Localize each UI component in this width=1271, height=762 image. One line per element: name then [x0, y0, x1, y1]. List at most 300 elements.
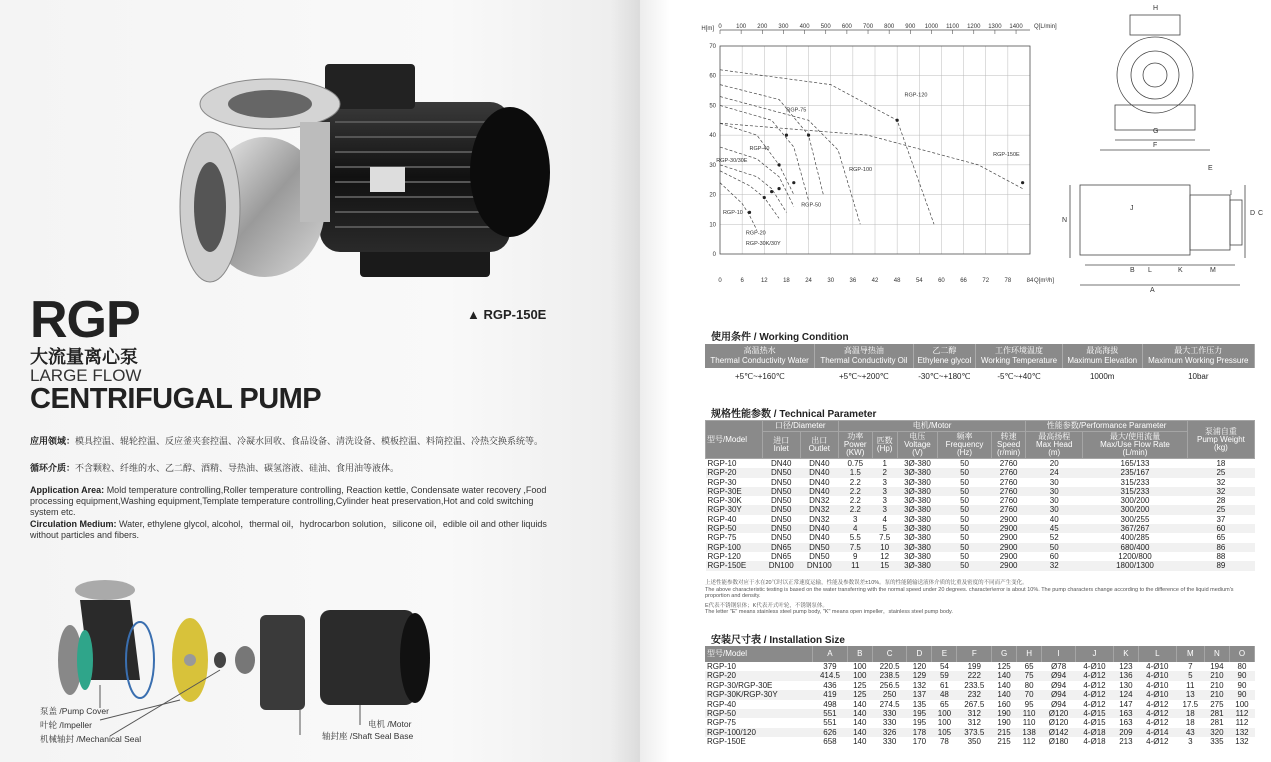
wc-header-cn: 乙二醇 — [932, 346, 957, 355]
table-cell: 350 — [967, 737, 981, 747]
tp-header-motor: 电机/Motor — [838, 421, 1026, 432]
table-cell: 54 — [939, 662, 949, 671]
table-cell: 2760 — [991, 487, 1025, 496]
table-cell: 436 — [823, 680, 837, 690]
y-tick-label: 40 — [709, 133, 716, 140]
table-cell: 419 — [813, 690, 848, 699]
table-cell: 4-Ø12 — [1083, 699, 1106, 709]
table-cell: 215 — [992, 728, 1017, 737]
table-cell: RGP-30/RGP-30E — [707, 680, 773, 690]
table-cell: 89 — [1187, 561, 1254, 570]
table-cell: DN50 — [770, 514, 792, 524]
table-cell: 3 — [882, 496, 887, 506]
table-cell: RGP-30K/RGP-30Y — [705, 690, 813, 699]
tech-note2-en: The letter "E" means stainless steel pump body, "K" means open impeller，stainless steel pump body. — [705, 609, 953, 615]
table-cell: DN50 — [809, 551, 830, 561]
table-cell: 3Ø-380 — [897, 561, 937, 570]
series-label-RGP-100: RGP-100 — [849, 166, 873, 173]
table-cell: 4-Ø12 — [1138, 709, 1176, 718]
table-cell: 3Ø-380 — [897, 505, 937, 514]
marker-RGP-50 — [792, 181, 795, 184]
x-tick-label: 6 — [740, 278, 744, 284]
table-cell: DN40 — [809, 459, 830, 468]
table-cell: 209 — [1113, 728, 1138, 737]
wc-header-cn: 最高海拔 — [1086, 346, 1119, 355]
table-cell: RGP-150E — [706, 561, 763, 570]
table-cell: 65 — [1216, 533, 1226, 543]
table-cell: RGP-100/120 — [705, 728, 813, 737]
table-cell: Ø120 — [1042, 709, 1076, 718]
dim-letter-a: A — [1150, 287, 1155, 294]
table-cell: DN50 — [770, 477, 792, 487]
table-cell: 112 — [1229, 709, 1254, 718]
marker-RGP-150E — [1021, 181, 1024, 184]
table-cell: 3Ø-380 — [904, 459, 931, 468]
table-cell: 233.5 — [964, 680, 985, 690]
performance-curve-chart — [700, 22, 1057, 292]
table-cell: 140 — [992, 690, 1017, 699]
label-impeller: 叶轮 /Impeller — [40, 720, 92, 730]
table-cell: 90 — [1229, 690, 1254, 699]
wc-header-1 — [815, 344, 913, 368]
series-label-RGP-20: RGP-20 — [745, 230, 766, 237]
application-en: Application Area: Mold temperature controlling,Roller temperature controlling, Reaction kettle, Condensate water recovery ,Food processing equipment,Washing equipment,Template temperature controlling,Cylinder heat preservation,Hot and cold switching system etc. — [30, 485, 547, 517]
table-cell: 4-Ø18 — [1083, 737, 1106, 747]
table-cell: 3Ø-380 — [904, 496, 931, 506]
table-cell: 50 — [960, 533, 969, 543]
table-cell: 11 — [838, 561, 872, 570]
table-cell: DN32 — [800, 505, 838, 514]
table-cell: 2900 — [999, 533, 1018, 543]
wc-header-en: Thermal Conductivity Oil — [820, 356, 908, 365]
table-row — [706, 478, 1255, 487]
tp-header-weight: 泵浦自重 Pump Weight (kg) — [1187, 421, 1254, 459]
wc-value: +5℃~+160℃ — [734, 372, 785, 381]
tp-header-model: 型号/Model — [706, 421, 763, 459]
table-cell: 25 — [1187, 505, 1254, 514]
table-cell: 195 — [912, 718, 927, 728]
dim-letter-m: M — [1210, 267, 1216, 274]
model-tag: ▲ RGP-150E — [467, 307, 547, 322]
table-cell: 4-Ø10 — [1138, 671, 1176, 680]
table-cell: 2760 — [999, 477, 1018, 487]
isz-header: L — [1138, 646, 1176, 662]
wc-header-cn: 最大工作压力 — [1174, 346, 1223, 355]
table-cell: 100 — [932, 709, 957, 718]
table-cell: 50 — [960, 477, 969, 487]
tp-header-performance: 性能参数/Performance Parameter — [1026, 421, 1188, 432]
table-cell: 4-Ø12 — [1146, 699, 1169, 709]
dim-letter-f: F — [1153, 142, 1158, 149]
table-cell: RGP-100 — [706, 543, 763, 552]
x-tick-label: 12 — [760, 278, 768, 284]
table-cell: DN40 — [800, 468, 838, 477]
wc-header-cn: 工作环境温度 — [995, 346, 1044, 355]
table-cell: 140 — [992, 671, 1017, 680]
isz-header: H — [1017, 646, 1042, 662]
wc-header-5 — [1142, 344, 1254, 368]
table-row — [706, 468, 1255, 477]
curve-RGP-10 — [720, 183, 757, 231]
table-cell: 32 — [1216, 477, 1226, 487]
table-cell: 140 — [847, 709, 872, 718]
dim-letter-h: H — [1153, 5, 1159, 12]
table-cell: DN32 — [809, 514, 830, 524]
marker-RGP-100 — [785, 134, 788, 137]
table-cell: 315/233 — [1120, 477, 1150, 487]
x-tick-label: 24 — [805, 278, 812, 284]
working-condition-table — [705, 344, 1255, 385]
top-tick-label: 1100 — [946, 24, 960, 30]
table-cell: DN50 — [770, 496, 792, 506]
top-tick-label: 600 — [841, 24, 852, 30]
table-cell: 17.5 — [1182, 699, 1199, 709]
isz-header: E — [932, 646, 957, 662]
table-cell: 194 — [1210, 662, 1224, 671]
table-cell: RGP-20 — [706, 468, 763, 477]
x-tick-label: 66 — [960, 278, 967, 284]
table-cell: 45 — [1026, 524, 1083, 533]
table-cell: 3Ø-380 — [904, 514, 931, 524]
y-tick-label: 70 — [709, 44, 716, 50]
table-cell: 60 — [1049, 551, 1059, 561]
table-cell: DN40 — [809, 533, 830, 543]
table-cell: 88 — [1216, 551, 1226, 561]
table-cell: 112 — [1022, 737, 1036, 747]
y-tick-label: 20 — [709, 192, 716, 199]
isz-header: B — [847, 646, 872, 662]
table-cell: 379 — [823, 662, 837, 671]
table-cell: 256.5 — [879, 680, 900, 690]
wc-header-en: Maximum Working Pressure — [1148, 356, 1249, 365]
x-tick-label: 0 — [718, 278, 722, 284]
table-cell: DN40 — [770, 459, 792, 468]
table-cell: DN50 — [800, 543, 838, 552]
table-cell: DN32 — [809, 496, 830, 506]
table-cell: RGP-40 — [707, 514, 737, 524]
dim-letter-i: I — [1230, 190, 1232, 197]
table-row — [706, 552, 1255, 561]
table-cell: DN65 — [762, 543, 800, 552]
table-cell: 50 — [938, 561, 992, 570]
table-cell: 4-Ø12 — [1146, 718, 1169, 728]
table-cell: 274.5 — [879, 699, 900, 709]
isz-header: C — [872, 646, 907, 662]
isz-header: A — [813, 646, 848, 662]
table-cell: 300/255 — [1120, 514, 1150, 524]
table-cell: 658 — [823, 737, 837, 747]
table-cell: 5 — [1176, 671, 1204, 680]
table-cell: 147 — [1119, 699, 1133, 709]
table-cell: 3Ø-380 — [904, 551, 931, 561]
x-tick-label: 18 — [783, 278, 790, 284]
table-row — [706, 496, 1255, 505]
table-cell: RGP-150E — [707, 737, 746, 747]
table-cell: 3Ø-380 — [897, 524, 937, 533]
table-cell: 25 — [1187, 468, 1254, 477]
isz-header: M — [1176, 646, 1204, 662]
table-cell: 59 — [932, 671, 957, 680]
isz-header: F — [957, 646, 992, 662]
working-condition-heading: 使用条件 / Working Condition — [711, 332, 849, 343]
table-cell: 4-Ø10 — [1138, 690, 1176, 699]
table-cell: Ø180 — [1048, 737, 1069, 747]
series-label-RGP-75: RGP-75 — [786, 107, 807, 114]
dim-letter-l: L — [1148, 267, 1152, 274]
dimension-drawing — [1060, 0, 1265, 295]
table-cell: RGP-75 — [707, 718, 736, 728]
table-cell: 4-Ø10 — [1146, 680, 1169, 690]
table-cell: 100 — [1235, 699, 1249, 709]
table-cell: 140 — [853, 699, 867, 709]
table-cell: 137 — [907, 690, 932, 699]
x-tick-label: 78 — [1004, 278, 1012, 284]
curve-RGP-75 — [720, 85, 823, 195]
table-cell: 213 — [1119, 737, 1133, 747]
installation-size-heading: 安装尺寸表 / Installation Size — [711, 635, 845, 646]
top-tick-label: 500 — [820, 24, 831, 30]
x-tick-label: 60 — [938, 278, 945, 284]
product-title-cn: 大流量离心泵 — [30, 347, 138, 367]
marker-RGP-30K/30Y — [770, 190, 773, 193]
table-cell: 4-Ø10 — [1083, 662, 1106, 671]
table-cell: 3Ø-380 — [904, 477, 931, 487]
table-cell: 30 — [1049, 496, 1059, 506]
table-cell: 4-Ø12 — [1146, 737, 1169, 747]
table-cell: 15 — [872, 561, 897, 570]
table-cell: 373.5 — [957, 728, 992, 737]
table-cell: 281 — [1204, 709, 1229, 718]
table-cell: 300/200 — [1083, 505, 1188, 514]
wc-header-en: Working Temperature — [980, 356, 1058, 365]
table-cell: 4 — [882, 514, 887, 524]
isz-header: J — [1076, 646, 1114, 662]
x-tick-label: 36 — [849, 278, 857, 284]
table-cell: 135 — [912, 699, 927, 709]
table-cell: 50 — [938, 505, 992, 514]
table-cell: 5 — [872, 524, 897, 533]
table-cell: 100 — [853, 662, 867, 671]
marker-RGP-30/30E — [777, 187, 780, 190]
table-cell: 24 — [1026, 468, 1083, 477]
top-tick-label: 200 — [757, 24, 768, 30]
table-cell: 551 — [823, 718, 837, 728]
dim-letter-n: N — [1062, 217, 1068, 224]
pump-product-photo — [170, 62, 555, 292]
table-cell: 125 — [847, 690, 872, 699]
table-cell: 4-Ø12 — [1076, 690, 1114, 699]
product-subtitle-en: LARGE FLOW — [30, 366, 142, 385]
table-cell: 123 — [1119, 662, 1133, 671]
table-cell: RGP-30Y — [706, 505, 763, 514]
table-cell: 1.5 — [838, 468, 872, 477]
medium-en: Circulation Medium: Water, ethylene glycol, alcohol，thermal oil，hydrocarbon solution，silicone oil，edible oil and other liquids without particles and fibers. — [30, 519, 547, 540]
tp-subheader: 最大/使用流量 Max/Use Flow Rate (L/min) — [1083, 432, 1188, 459]
table-cell: 215 — [997, 737, 1011, 747]
table-cell: 75 — [1017, 671, 1042, 680]
table-cell: 90 — [1237, 680, 1247, 690]
table-cell: RGP-40 — [707, 699, 736, 709]
table-cell: 130 — [1119, 680, 1133, 690]
table-cell: 9 — [853, 551, 858, 561]
table-cell: 2760 — [999, 459, 1018, 468]
table-cell: DN50 — [762, 505, 800, 514]
table-cell: 163 — [1113, 709, 1138, 718]
table-cell: 124 — [1113, 690, 1138, 699]
dim-letter-e: E — [1208, 165, 1213, 172]
table-cell: 2.2 — [849, 496, 861, 506]
table-cell: DN100 — [800, 561, 838, 570]
table-cell: RGP-10 — [707, 662, 736, 671]
table-cell: DN40 — [800, 524, 838, 533]
table-cell: 626 — [813, 728, 848, 737]
table-cell: 110 — [1022, 718, 1036, 728]
table-cell: 86 — [1187, 543, 1254, 552]
table-cell: 48 — [932, 690, 957, 699]
top-tick-label: 400 — [799, 24, 810, 30]
curve-RGP-150E — [720, 123, 1023, 188]
table-cell: 52 — [1049, 533, 1059, 543]
wc-value: -5℃~+40℃ — [997, 372, 1041, 381]
medium-cn: 循环介质：不含颗粒、纤维的水、乙二醇、酒精、导热油、碳氢溶液、硅油、食用油等液体。 — [30, 463, 400, 473]
table-row — [705, 681, 1255, 690]
series-label-RGP-50: RGP-50 — [801, 202, 822, 209]
table-cell: 1200/800 — [1118, 551, 1152, 561]
marker-RGP-20 — [763, 196, 766, 199]
table-cell: 2760 — [991, 505, 1025, 514]
table-cell: 50 — [960, 551, 969, 561]
wc-value: 1000m — [1089, 372, 1115, 381]
wc-header-2 — [913, 344, 976, 368]
table-cell: 140 — [853, 718, 867, 728]
table-cell: DN65 — [770, 551, 792, 561]
dim-letter-b: B — [1130, 267, 1135, 274]
table-cell: 3 — [872, 487, 897, 496]
tp-subheader: 电压 Voltage (V) — [897, 432, 937, 459]
table-cell: 2900 — [991, 524, 1025, 533]
table-cell: 1800/1300 — [1083, 561, 1188, 570]
table-cell: 80 — [1237, 662, 1247, 671]
isz-header: 型号/Model — [705, 646, 813, 662]
table-cell: 267.5 — [964, 699, 985, 709]
table-cell: 105 — [932, 728, 957, 737]
table-cell: 3Ø-380 — [897, 468, 937, 477]
wc-value: -30℃~+180℃ — [918, 372, 971, 381]
table-cell: 12 — [880, 551, 890, 561]
table-cell: 315/233 — [1083, 487, 1188, 496]
table-cell: 50 — [960, 496, 969, 506]
table-cell: 65 — [939, 699, 949, 709]
label-mechanical-seal: 机械轴封 /Mechanical Seal — [40, 734, 142, 744]
tp-subheader: 功率 Power (KW) — [838, 432, 872, 459]
table-cell: 312 — [967, 718, 981, 728]
top-tick-label: 1000 — [924, 24, 939, 30]
wc-header-0 — [705, 344, 815, 368]
table-cell: 210 — [1204, 671, 1229, 680]
table-cell: 138 — [1017, 728, 1042, 737]
table-cell: 160 — [997, 699, 1011, 709]
table-cell: Ø142 — [1042, 728, 1076, 737]
installation-size-table — [705, 646, 1255, 747]
table-cell: DN100 — [762, 561, 800, 570]
dim-letter-k: K — [1178, 267, 1183, 274]
table-cell: 120 — [912, 662, 927, 671]
table-cell: DN50 — [762, 468, 800, 477]
table-cell: DN50 — [762, 524, 800, 533]
y-axis-label: H[m] — [701, 26, 714, 32]
table-cell: 3Ø-380 — [897, 487, 937, 496]
table-cell: 220.5 — [879, 662, 900, 671]
table-cell: 281 — [1210, 718, 1224, 728]
table-cell: 367/267 — [1083, 524, 1188, 533]
table-cell: Ø78 — [1051, 662, 1067, 671]
table-cell: 3 — [872, 505, 897, 514]
top-tick-label: 0 — [718, 24, 722, 30]
table-cell: 125 — [997, 662, 1011, 671]
wc-header-4 — [1062, 344, 1142, 368]
table-cell: 7.5 — [879, 533, 891, 543]
table-cell: 112 — [1235, 718, 1249, 728]
wc-header-cn: 高温热水 — [743, 346, 776, 355]
series-label-RGP-30K/30Y: RGP-30K/30Y — [745, 241, 781, 248]
table-cell: 3 — [853, 514, 858, 524]
table-row — [706, 543, 1255, 552]
table-cell: DN40 — [809, 477, 830, 487]
table-cell: 50 — [938, 543, 992, 552]
top-tick-label: 300 — [778, 24, 789, 30]
table-cell: 2.2 — [838, 487, 872, 496]
table-cell: 235/167 — [1083, 468, 1188, 477]
table-cell: 65 — [1024, 662, 1034, 671]
table-cell: 30 — [1026, 505, 1083, 514]
table-row — [706, 524, 1255, 533]
table-cell: 132 — [1229, 728, 1254, 737]
x-tick-label: 84 — [1026, 278, 1034, 284]
label-shaft-seal-base: 轴封座 /Shaft Seal Base — [322, 731, 414, 741]
table-cell: 140 — [847, 728, 872, 737]
table-row — [706, 561, 1255, 570]
table-cell: 2.2 — [838, 505, 872, 514]
table-cell: 132 — [912, 680, 927, 690]
x-tick-label: 30 — [827, 278, 835, 284]
table-cell: 335 — [1210, 737, 1224, 747]
dim-letter-d: D — [1250, 210, 1256, 217]
table-cell: RGP-30E — [706, 487, 763, 496]
table-cell: 50 — [960, 514, 969, 524]
y-tick-label: 30 — [709, 162, 716, 169]
table-cell: 80 — [1024, 680, 1034, 690]
table-cell: 326 — [872, 728, 907, 737]
y-tick-label: 10 — [709, 222, 716, 229]
table-row — [706, 533, 1255, 542]
table-cell: Ø94 — [1051, 680, 1067, 690]
table-cell: 50 — [938, 487, 992, 496]
table-cell: 4-Ø12 — [1076, 671, 1114, 680]
table-cell: 136 — [1113, 671, 1138, 680]
x-tick-label: 54 — [915, 278, 923, 284]
table-cell: Ø94 — [1042, 690, 1076, 699]
top-tick-label: 1400 — [1009, 24, 1023, 30]
table-cell: 32 — [1187, 487, 1254, 496]
brand-title: RGP — [30, 291, 140, 349]
table-cell: 2900 — [991, 543, 1025, 552]
series-label-RGP-10: RGP-10 — [722, 209, 743, 216]
table-cell: 2.2 — [849, 477, 861, 487]
table-cell: 4-Ø15 — [1076, 709, 1114, 718]
wc-header-en: Thermal Conductivity Water — [710, 356, 809, 365]
table-cell: 4 — [838, 524, 872, 533]
table-cell: RGP-30 — [707, 477, 737, 487]
